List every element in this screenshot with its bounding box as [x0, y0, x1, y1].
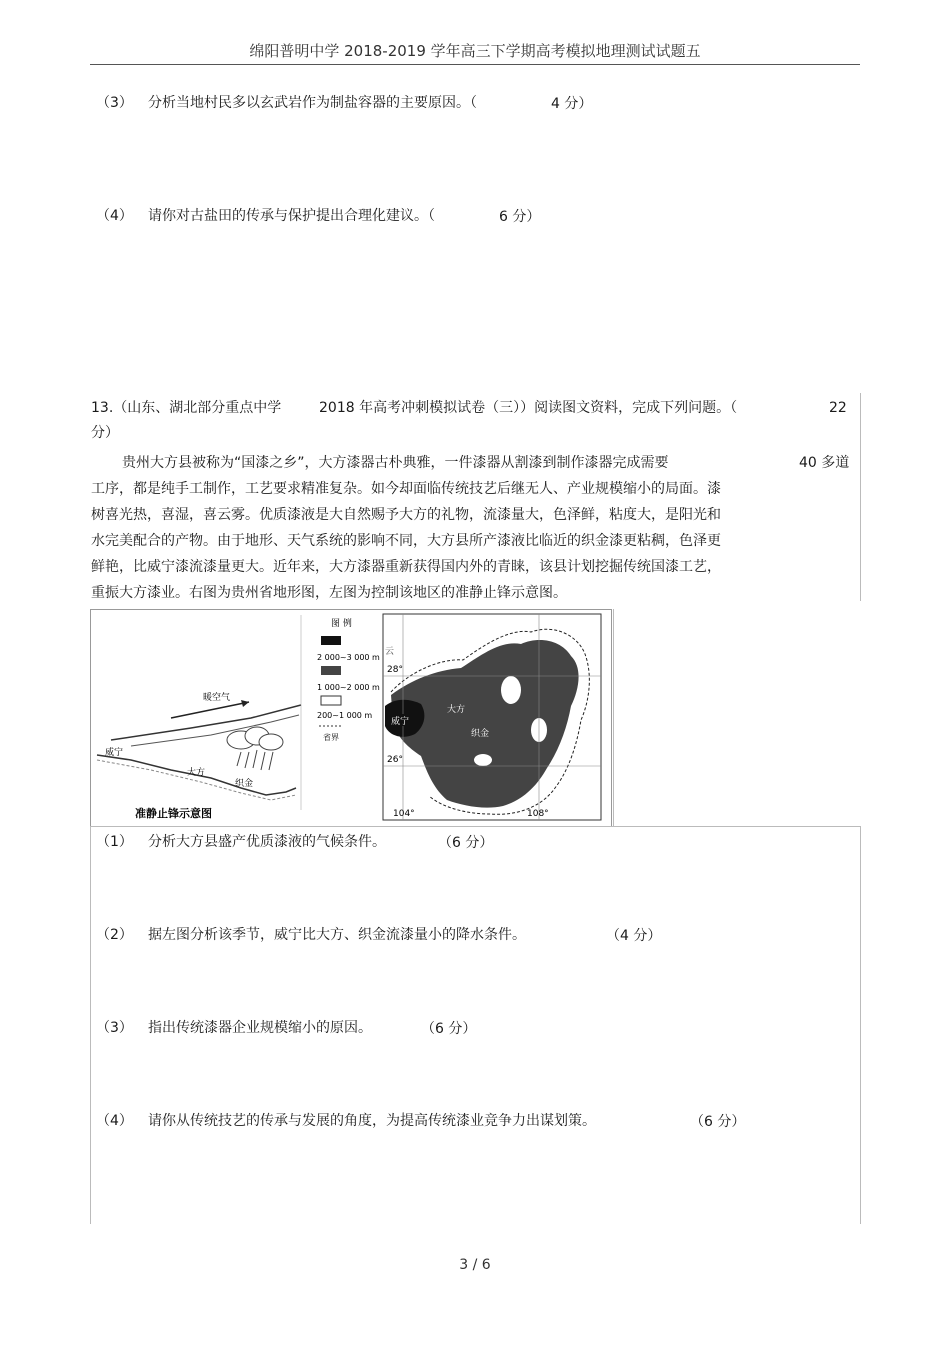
- sub-question-1-number: （1）: [96, 834, 133, 850]
- sub-question-2-number: （2）: [96, 927, 133, 943]
- sub-question-3-number: （3）: [96, 1020, 133, 1036]
- prev-question-4-text: 请你对古盐田的传承与保护提出合理化建议。（: [148, 208, 435, 224]
- sub-question-4-points: （6 分）: [690, 1114, 746, 1130]
- legend-label-low: 200~1 000 m: [317, 711, 373, 720]
- legend-swatch-low: [321, 696, 341, 705]
- sub-question-1-points: （6 分）: [438, 835, 494, 851]
- q13-heading-tail: 分）: [91, 425, 119, 441]
- legend-label-border: 省界: [323, 733, 339, 742]
- lat-label-26: 26°: [387, 755, 403, 765]
- front-diagram: [97, 615, 301, 820]
- q13-para-line-2: 工序，都是纯手工制作，工艺要求精准复杂。如今却面临传统技艺后继无人、产业规模缩小的局面。漆: [91, 481, 721, 497]
- map-place-weining: 威宁: [391, 717, 410, 727]
- prev-question-4-points: 6 分）: [499, 209, 541, 225]
- q13-para-line-6: 重振大方漆业。右图为贵州省地形图，左图为控制该地区的准静止锋示意图。: [91, 585, 567, 601]
- map-side-label: 云: [385, 647, 395, 657]
- sub-question-4-text: 请你从传统技艺的传承与发展的角度，为提高传统漆业竞争力出谋划策。: [148, 1113, 596, 1129]
- sub-question-4-number: （4）: [96, 1113, 133, 1129]
- map-place-dafang: 大方: [447, 705, 466, 715]
- q13-heading-left: 13.（山东、湖北部分重点中学: [91, 400, 282, 416]
- front-diagram-caption: 准静止锋示意图: [135, 807, 212, 820]
- q13-para-line-4: 水完美配合的产物。由于地形、天气系统的影响不同，大方县所产漆液比临近的织金漆更粘稠，色泽更: [91, 533, 721, 549]
- legend-title: 图 例: [331, 619, 352, 629]
- prev-question-4-number: （4）: [96, 208, 133, 224]
- map-legend: [317, 617, 380, 742]
- figure-box: [90, 609, 612, 827]
- q13-heading-mid: 2018 年高考冲刺模拟试卷（三））阅读图文资料，完成下列问题。（: [319, 400, 738, 416]
- lon-label-108: 108°: [527, 809, 549, 819]
- prev-question-3-number: （3）: [96, 95, 133, 111]
- terrain-low-patch: [474, 754, 492, 766]
- lat-label-28: 28°: [387, 665, 403, 675]
- lon-label-104: 104°: [393, 809, 415, 819]
- sub-question-1-text: 分析大方县盛产优质漆液的气候条件。: [148, 834, 386, 850]
- figure-right-divider: [613, 609, 614, 827]
- q13-para-line-5: 鲜艳，比威宁漆流漆量更大。近年来，大方漆器重新获得国内外的青睐，该县计划挖掘传统国漆工艺，: [91, 559, 721, 575]
- page-header: 绵阳普明中学 2018-2019 学年高三下学期高考模拟地理测试试题五: [249, 42, 701, 60]
- sub-question-3-text: 指出传统漆器企业规模缩小的原因。: [148, 1020, 372, 1036]
- map-place-zhijin: 织金: [471, 729, 490, 739]
- header-rule: [90, 64, 860, 65]
- q13-para-line-3: 树喜光热，喜湿，喜云雾。优质漆液是大自然赐予大方的礼物，流漆量大，色泽鲜，粘度大，是阳光和: [91, 507, 721, 523]
- legend-swatch-high: [321, 636, 341, 645]
- prev-question-3-points: 4 分）: [551, 96, 593, 112]
- q13-para-right: 40 多道: [799, 455, 850, 471]
- front-place-dafang: 大方: [187, 768, 206, 778]
- q13-para-line-1: 贵州大方县被称为“国漆之乡”，大方漆器古朴典雅，一件漆器从割漆到制作漆器完成需要: [122, 455, 669, 471]
- front-place-zhijin: 织金: [235, 779, 254, 789]
- guizhou-map: [383, 614, 601, 820]
- q13-right-border: [860, 393, 861, 601]
- sub-question-2-text: 据左图分析该季节，威宁比大方、织金流漆量小的降水条件。: [148, 927, 526, 943]
- answer-box-left: [90, 826, 91, 1224]
- warm-air-arrow: [171, 702, 249, 718]
- q13-heading-points: 22: [829, 400, 847, 416]
- sub-question-2-points: （4 分）: [606, 928, 662, 944]
- answer-box-right: [860, 826, 861, 1224]
- front-place-weining: 威宁: [105, 748, 124, 758]
- figure-svg: [91, 610, 611, 826]
- sub-question-3-points: （6 分）: [421, 1021, 477, 1037]
- cloud-icon: [227, 727, 283, 750]
- legend-label-mid: 1 000~2 000 m: [317, 683, 380, 692]
- warm-air-label: 暖空气: [203, 693, 231, 703]
- legend-label-high: 2 000~3 000 m: [317, 653, 380, 662]
- terrain-low-patch: [501, 676, 521, 704]
- legend-swatch-mid: [321, 666, 341, 675]
- ground-hatch: [97, 760, 296, 800]
- prev-question-3-text: 分析当地村民多以玄武岩作为制盐容器的主要原因。（: [148, 95, 477, 111]
- answer-box-top: [90, 826, 860, 827]
- page-number: 3 / 6: [459, 1257, 491, 1273]
- warm-air-arrowhead: [241, 700, 249, 707]
- rain-icon: [237, 750, 273, 770]
